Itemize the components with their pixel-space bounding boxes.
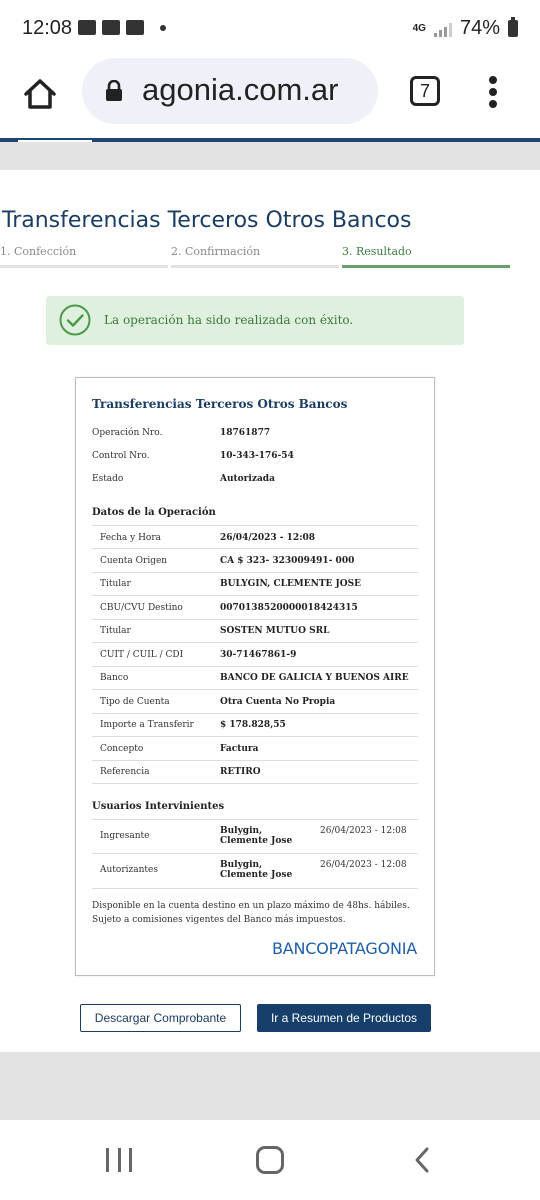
signal-icon: [434, 21, 452, 37]
user-name: Bulygin, Clemente Jose: [220, 860, 293, 880]
row-label: Fecha y Hora: [100, 533, 162, 543]
receipt-card: [75, 377, 435, 976]
step-label: 2. Confirmación: [171, 245, 261, 258]
home-icon[interactable]: [20, 74, 60, 114]
operation-row: [92, 760, 418, 784]
download-receipt-button[interactable]: Descargar Comprobante: [80, 1004, 241, 1032]
row-value: BANCO DE GALICIA Y BUENOS AIRE: [220, 673, 409, 683]
bank-logo: BANCOPATAGONIA: [272, 939, 418, 958]
row-value: 0070138520000018424315: [220, 603, 358, 613]
row-label: CUIT / CUIL / CDI: [100, 650, 184, 660]
tab-switcher-button[interactable]: 7: [410, 76, 440, 106]
url-text: agonia.com.ar: [142, 72, 339, 107]
operation-row: [92, 619, 418, 643]
battery-percent: 74%: [459, 17, 500, 39]
user-date: 26/04/2023 - 12:08: [320, 826, 407, 836]
row-label: Importe a Transferir: [100, 720, 194, 730]
row-label: CBU/CVU Destino: [100, 603, 183, 613]
battery-icon: [508, 20, 518, 37]
user-role: Ingresante: [100, 831, 150, 841]
user-row: [92, 819, 418, 854]
row-label: Titular: [100, 626, 131, 636]
address-bar[interactable]: [82, 58, 378, 124]
page-footer: [0, 1052, 540, 1120]
row-value: RETIRO: [220, 767, 261, 777]
row-label: Tipo de Cuenta: [100, 697, 170, 707]
row-label: Concepto: [100, 744, 144, 754]
operation-row: [92, 525, 418, 549]
step-label: 1. Confección: [0, 245, 77, 258]
operation-row: [92, 549, 418, 573]
step-confirmacion: [171, 242, 339, 268]
summary-label: Operación Nro.: [92, 428, 163, 438]
operation-row: [92, 666, 418, 690]
notification-icons: [78, 20, 166, 35]
row-value: Factura: [220, 744, 259, 754]
status-bar: [0, 0, 540, 58]
recent-apps-icon[interactable]: [106, 1148, 132, 1172]
user-name: Bulygin, Clemente Jose: [220, 826, 293, 846]
disclaimer-text: Disponible en la cuenta destino en un plazo máximo de 48hs. hábiles. Sujeto a comisiones vigentes del Banco más impuestos.: [92, 901, 410, 925]
operation-row: [92, 713, 418, 737]
operation-row: [92, 596, 418, 620]
browser-toolbar: [0, 58, 540, 140]
user-row: [92, 854, 418, 889]
row-value: BULYGIN, CLEMENTE JOSE: [220, 579, 361, 589]
row-value: 26/04/2023 - 12:08: [220, 533, 316, 543]
row-value: 30-71467861-9: [220, 650, 297, 660]
row-value: $ 178.828,55: [220, 720, 286, 730]
operation-section-title: Datos de la Operación: [92, 507, 216, 518]
summary-row: [92, 451, 420, 471]
home-nav-icon[interactable]: [256, 1146, 284, 1174]
summary-row: [92, 474, 420, 494]
success-message: La operación ha sido realizada con éxito.: [104, 313, 354, 327]
summary-value: 18761877: [220, 428, 271, 438]
network-type: 4G: [412, 23, 426, 34]
summary-label: Estado: [92, 474, 124, 484]
mail-icon: [102, 20, 120, 35]
progress-steps: [0, 242, 540, 270]
page-title: Transferencias Terceros Otros Bancos: [2, 208, 412, 233]
step-confeccion: [0, 242, 168, 268]
row-label: Referencia: [100, 767, 150, 777]
back-icon[interactable]: [412, 1146, 432, 1174]
operation-row: [92, 690, 418, 714]
lock-icon: [104, 80, 124, 102]
more-notifications-icon: [160, 25, 166, 31]
summary-value: 10-343-176-54: [220, 451, 294, 461]
mail-icon: [126, 20, 144, 35]
header-band: [0, 142, 540, 170]
user-date: 26/04/2023 - 12:08: [320, 860, 407, 870]
operation-row: [92, 572, 418, 596]
row-label: Banco: [100, 673, 129, 683]
users-section-title: Usuarios Intervinientes: [92, 801, 225, 812]
operation-row: [92, 643, 418, 667]
system-nav-bar: [0, 1120, 540, 1200]
success-alert: [46, 296, 464, 345]
row-label: Cuenta Origen: [100, 556, 168, 566]
step-resultado: [342, 242, 510, 268]
image-message-icon: [78, 20, 96, 35]
overflow-menu-icon[interactable]: [488, 76, 498, 108]
summary-value: Autorizada: [220, 474, 275, 484]
check-circle-icon: [59, 304, 91, 336]
row-value: Otra Cuenta No Propia: [220, 697, 336, 707]
step-label: 3. Resultado: [342, 245, 412, 258]
products-summary-button[interactable]: Ir a Resumen de Productos: [257, 1004, 431, 1032]
row-value: SOSTEN MUTUO SRL: [220, 626, 330, 636]
summary-label: Control Nro.: [92, 451, 150, 461]
operation-row: [92, 737, 418, 761]
summary-row: [92, 428, 420, 448]
status-time: 12:08: [22, 17, 73, 39]
row-value: CA $ 323- 323009491- 000: [220, 556, 355, 566]
receipt-title: Transferencias Terceros Otros Bancos: [92, 397, 348, 411]
status-right: [413, 17, 518, 40]
user-role: Autorizantes: [100, 865, 158, 875]
row-label: Titular: [100, 579, 131, 589]
